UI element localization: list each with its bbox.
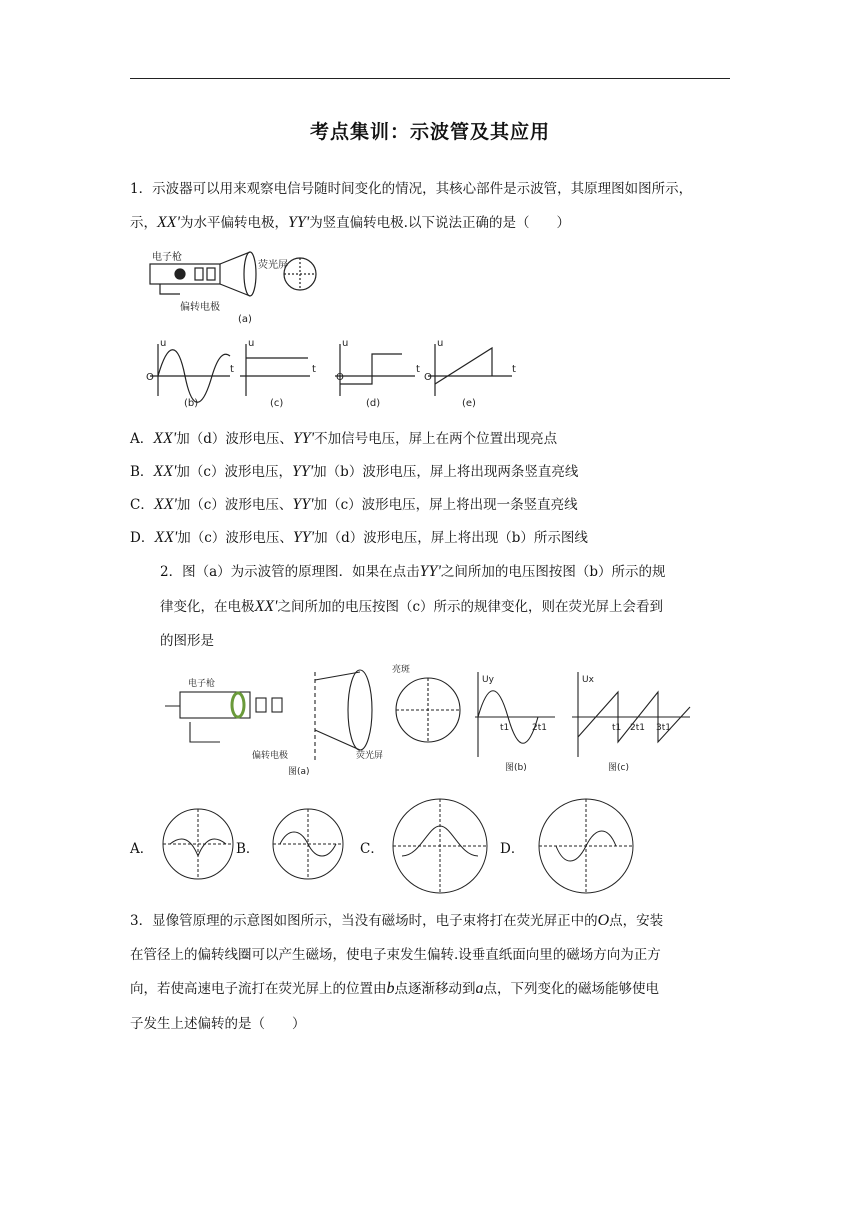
- svg-text:Uy: Uy: [482, 675, 494, 685]
- q2-line3: 的图形是: [160, 633, 214, 649]
- q1-option-b: B．XX'加（c）波形电压，YY'加（b）波形电压，屏上将出现两条竖直亮线: [130, 463, 579, 480]
- svg-text:(a): (a): [238, 314, 252, 325]
- svg-text:u: u: [342, 338, 349, 349]
- q2-line1: 2．图（a）为示波管的原理图．如果在点击YY'之间所加的电压图按图（b）所示的规: [160, 563, 666, 580]
- svg-text:Ux: Ux: [582, 675, 594, 685]
- q2-option-d-circle: [536, 796, 636, 896]
- svg-text:偏转电极: 偏转电极: [180, 302, 220, 313]
- svg-text:O: O: [146, 372, 154, 383]
- q1-line2: 示，XX'为水平偏转电极，YY'为竖直偏转电极.以下说法正确的是（ ）: [130, 214, 570, 231]
- svg-text:u: u: [437, 338, 444, 349]
- header-rule: [130, 78, 730, 79]
- svg-text:2t1: 2t1: [630, 723, 645, 733]
- svg-text:t1: t1: [500, 723, 510, 733]
- q1-option-a: A．XX'加（d）波形电压、YY'不加信号电压，屏上在两个位置出现亮点: [130, 430, 558, 447]
- svg-text:电子枪: 电子枪: [188, 679, 216, 689]
- svg-text:t1: t1: [612, 723, 622, 733]
- q1-line1: 1．示波器可以用来观察电信号随时间变化的情况，其核心部件是示波管，其原理图如图所示，: [130, 181, 693, 197]
- svg-text:(d): (d): [366, 398, 381, 409]
- svg-text:电子枪: 电子枪: [152, 252, 182, 263]
- q2-option-b: B．: [236, 841, 260, 857]
- q1-option-c: C．XX'加（c）波形电压、YY'加（c）波形电压，屏上将出现一条竖直亮线: [130, 496, 578, 513]
- svg-text:图(c): 图(c): [608, 763, 629, 773]
- svg-text:O: O: [424, 372, 432, 383]
- q2-option-a: A．: [130, 841, 154, 857]
- svg-text:O: O: [336, 372, 344, 383]
- svg-text:u: u: [248, 338, 255, 349]
- svg-text:(b): (b): [184, 398, 199, 409]
- svg-text:(c): (c): [270, 398, 284, 409]
- q2-option-b-circle: [270, 806, 346, 882]
- svg-text:荧光屏: 荧光屏: [356, 751, 384, 761]
- q1-figure: [140, 246, 520, 411]
- svg-text:2t1: 2t1: [532, 723, 547, 733]
- q2-figure: [160, 662, 700, 780]
- svg-text:图(b): 图(b): [505, 763, 527, 773]
- svg-text:u: u: [160, 338, 167, 349]
- page-title: 考点集训：示波管及其应用: [309, 121, 550, 143]
- svg-text:t: t: [512, 364, 516, 375]
- q2-line2: 律变化，在电极XX'之间所加的电压按图（c）所示的规律变化，则在荧光屏上会看到: [160, 598, 664, 615]
- q2-option-a-circle: [160, 806, 236, 882]
- q2-option-c: C．: [360, 841, 384, 857]
- q3-line3: 向，若使高速电子流打在荧光屏上的位置由b点逐渐移动到a点，下列变化的磁场能够使电: [130, 980, 659, 997]
- svg-text:亮斑: 亮斑: [392, 665, 411, 675]
- svg-text:t: t: [230, 364, 234, 375]
- svg-text:偏转电极: 偏转电极: [252, 751, 289, 761]
- q3-line4: 子发生上述偏转的是（ ）: [130, 1016, 306, 1032]
- svg-text:图(a): 图(a): [288, 767, 310, 777]
- svg-text:3t1: 3t1: [656, 723, 671, 733]
- svg-text:t: t: [312, 364, 316, 375]
- svg-text:(e): (e): [462, 398, 476, 409]
- svg-text:t: t: [416, 364, 420, 375]
- q3-line2: 在管径上的偏转线圈可以产生磁场，使电子束发生偏转.设垂直纸面向里的磁场方向为正方: [130, 947, 661, 963]
- q3-line1: 3．显像管原理的示意图如图所示，当没有磁场时，电子束将打在荧光屏正中的O点，安装: [130, 912, 664, 929]
- svg-text:荧光屏: 荧光屏: [258, 260, 288, 271]
- q1-option-d: D．XX'加（c）波形电压、YY'加（d）波形电压，屏上将出现（b）所示图线: [130, 529, 588, 546]
- q2-option-d: D．: [500, 841, 525, 857]
- q2-option-c-circle: [390, 796, 490, 896]
